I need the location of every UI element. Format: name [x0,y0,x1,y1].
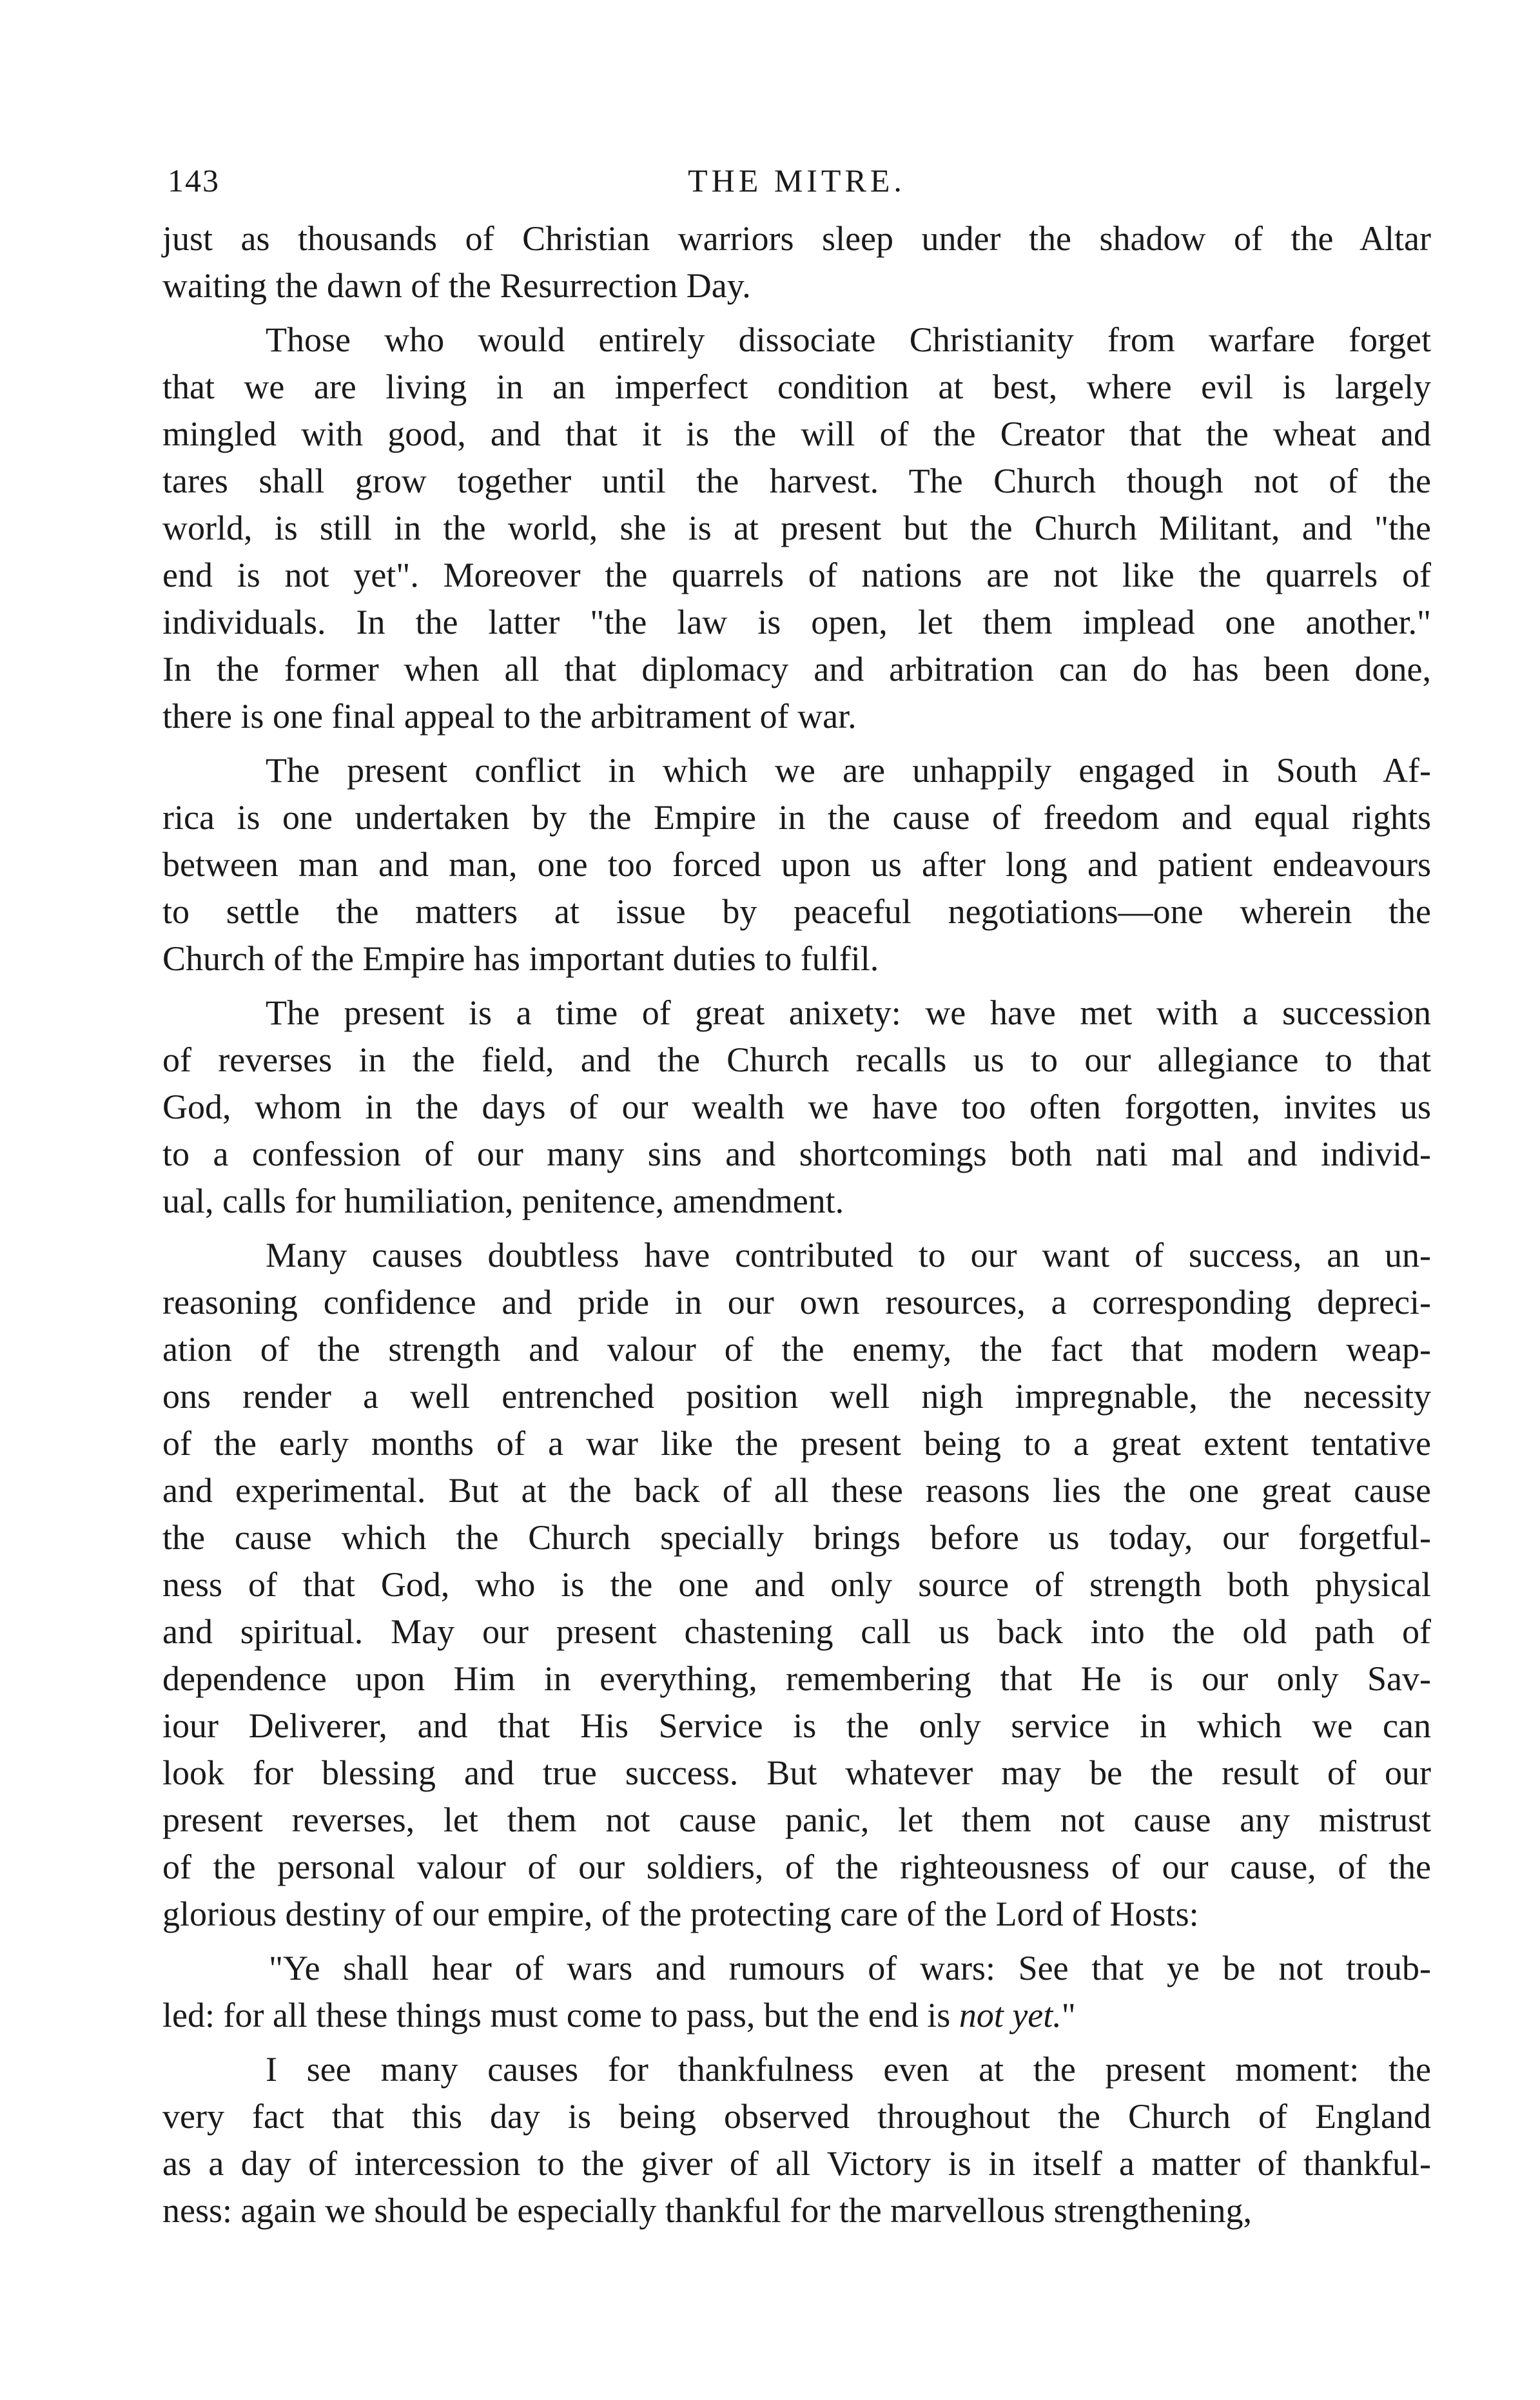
text-line: rica is one undertaken by the Empire in the cause of freedom and equal rights [162,798,1431,837]
page [162,155,1431,2241]
paragraph-3 [162,747,1431,982]
text-line: dependence upon Him in everything, remembering that He is our only Sav- [162,1659,1431,1698]
text-line: The present conflict in which we are unhappily engaged in South Af- [266,751,1431,790]
text-line: ness of that God, who is the one and only source of strength both physical [162,1565,1431,1604]
quote-emphasis: not yet. [959,1996,1062,2034]
text-line: glorious destiny of our empire, of the protecting care of the Lord of Hosts: [162,1895,1199,1933]
text-line: as a day of intercession to the giver of all Victory is in itself a matter of thankful- [162,2144,1431,2183]
text-line: I see many causes for thankfulness even at the present moment: the [266,2050,1431,2089]
text-line: to settle the matters at issue by peaceful negotiations—one wherein the [162,892,1431,931]
text-line: reasoning confidence and pride in our own resources, a corresponding depreci- [162,1283,1431,1322]
paragraph-6 [162,2046,1431,2234]
text-line: there is one final appeal to the arbitrament of war. [162,697,857,736]
text-line: the cause which the Church specially brings before us today, our forgetful- [162,1518,1431,1557]
paragraph-2 [162,317,1431,740]
text-line: mingled with good, and that it is the will of the Creator that the wheat and [162,415,1431,453]
text-line: very fact that this day is being observed throughout the Church of England [162,2097,1431,2136]
quote-line: "Ye shall hear of wars and rumours of wars: See that ye be not troub- [269,1949,1431,1987]
text-line: waiting the dawn of the Resurrection Day. [162,266,751,305]
page-number: 143 [168,162,220,199]
quote-close: " [1061,1996,1076,2034]
text-line: of reverses in the field, and the Church recalls us to our allegiance to that [162,1040,1431,1079]
text-line: tares shall grow together until the harvest. The Church though not of the [162,462,1431,500]
text-line: individuals. In the latter "the law is open, let them implead one another." [162,603,1431,641]
text-line: that we are living in an imperfect condition at best, where evil is largely [162,367,1431,406]
text-line: ual, calls for humiliation, penitence, amendment. [162,1182,844,1220]
text-line: and experimental. But at the back of all these reasons lies the one great cause [162,1471,1431,1510]
text-line: ons render a well entrenched position well nigh impregnable, the necessity [162,1377,1431,1416]
text-line: Church of the Empire has important duties to fulfil. [162,939,879,978]
scripture-quote [162,1945,1431,2039]
paragraph-4 [162,990,1431,1225]
text-line: In the former when all that diplomacy and arbitration can do has been done, [162,650,1431,688]
text-line: end is not yet". Moreover the quarrels of nations are not like the quarrels of [162,556,1431,594]
text-line: look for blessing and true success. But whatever may be the result of our [162,1753,1431,1792]
quote-line [162,1992,1431,2039]
text-line: ness: again we should be especially thankful for the marvellous strengthening, [162,2191,1252,2230]
text-line: and spiritual. May our present chastening call us back into the old path of [162,1612,1431,1651]
text-line: of the personal valour of our soldiers, of the righteousness of our cause, of the [162,1848,1431,1886]
text-line: iour Deliverer, and that His Service is the only service in which we can [162,1706,1431,1745]
paragraph-5 [162,1232,1431,1938]
text-line: to a confession of our many sins and shortcomings both nati mal and individ- [162,1135,1431,1173]
text-line: between man and man, one too forced upon us after long and patient endeavours [162,845,1431,884]
paragraph-1 [162,215,1431,309]
text-line: world, is still in the world, she is at present but the Church Militant, and "the [162,509,1431,547]
text-line: Those who would entirely dissociate Christianity from warfare forget [266,320,1431,359]
running-title: THE MITRE. [688,162,906,199]
text-line: The present is a time of great anixety: we have met with a succession [266,993,1431,1032]
text-line: God, whom in the days of our wealth we have too often forgotten, invites us [162,1088,1431,1126]
text-line: of the early months of a war like the present being to a great extent tentative [162,1424,1431,1463]
text-line: ation of the strength and valour of the enemy, the fact that modern weap- [162,1330,1431,1369]
text-line: just as thousands of Christian warriors sleep under the shadow of the Altar [162,219,1431,258]
text-line: present reverses, let them not cause panic, let them not cause any mistrust [162,1800,1431,1839]
body-text [162,215,1431,2234]
text-line: Many causes doubtless have contributed to our want of success, an un- [266,1236,1431,1274]
quote-text: led: for all these things must come to pass, but the end is [162,1996,959,2034]
running-header [162,155,1431,206]
